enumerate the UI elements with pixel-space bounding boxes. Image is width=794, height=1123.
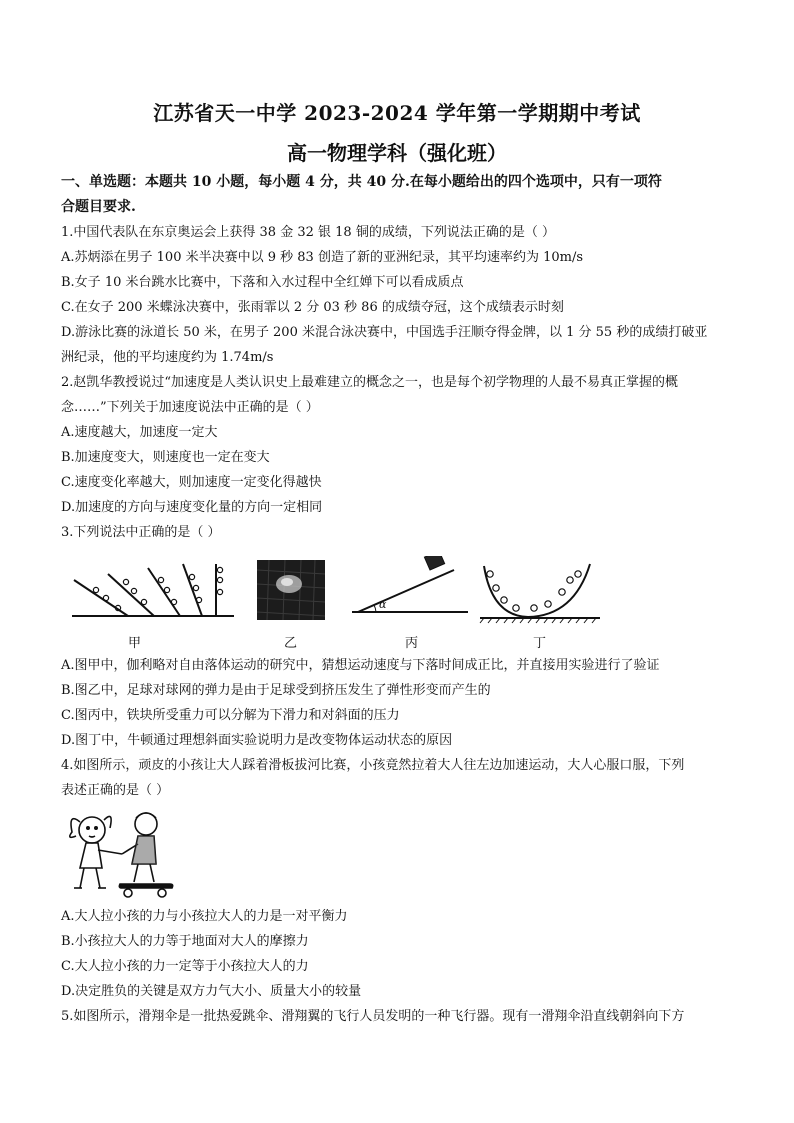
q1-option-d-line1: D.游泳比赛的泳道长 50 米，在男子 200 米混合泳决赛中，中国选手汪顺夺得金牌，以 1 分 55 秒的成绩打破亚 — [61, 325, 708, 340]
q1-stem: 1.中国代表队在东京奥运会上获得 38 金 32 银 18 铜的成绩，下列说法正确的是（ ） — [61, 225, 555, 240]
q2-option-c: C.速度变化率越大，则加速度一定变化得越快 — [61, 475, 322, 490]
q3-stem: 3.下列说法中正确的是（ ） — [61, 525, 221, 540]
figure-ding-caption: 丁 — [533, 636, 547, 651]
q2-stem-line2: 念……”下列关于加速度说法中正确的是（ ） — [61, 400, 319, 415]
q3-option-a: A.图甲中，伽利略对自由落体运动的研究中，猜想运动速度与下落时间成正比，并直接用实验进行了验证 — [61, 658, 660, 673]
q1-option-c: C.在女子 200 米蝶泳决赛中，张雨霏以 2 分 03 秒 86 的成绩夺冠，这个成绩表示时刻 — [61, 300, 564, 315]
figure-tug-of-war-skateboard — [62, 806, 180, 898]
q4-option-b: B.小孩拉大人的力等于地面对大人的摩擦力 — [61, 934, 309, 949]
q2-option-b: B.加速度变大，则速度也一定在变大 — [61, 450, 270, 465]
section-heading-line2: 合题目要求. — [61, 199, 136, 215]
figure-jia-inclined-planes — [68, 560, 238, 622]
angle-alpha-label: α — [379, 598, 387, 611]
q2-option-d: D.加速度的方向与速度变化量的方向一定相同 — [61, 500, 323, 515]
figure-jia-caption: 甲 — [128, 636, 142, 651]
figure-ding-ideal-incline — [478, 558, 602, 624]
q2-option-a: A.速度越大，加速度一定大 — [61, 425, 218, 440]
exam-subtitle: 高一物理学科（强化班） — [287, 141, 507, 165]
q1-option-d-line2: 洲纪录，他的平均速度约为 1.74m/s — [61, 350, 274, 365]
q1-option-b: B.女子 10 米台跳水比赛中，下落和入水过程中全红婵下可以看成质点 — [61, 275, 464, 290]
q4-stem-line1: 4.如图所示，顽皮的小孩让大人踩着滑板拔河比赛，小孩竟然拉着大人往左边加速运动，大人心服口服，下列 — [61, 758, 685, 773]
figure-bing-caption: 丙 — [405, 636, 419, 651]
q5-stem-line1: 5.如图所示，滑翔伞是一批热爱跳伞、滑翔翼的飞行人员发明的一种飞行器。现有一滑翔伞沿直线朝斜向下方 — [61, 1009, 685, 1024]
q4-option-c: C.大人拉小孩的力一定等于小孩拉大人的力 — [61, 959, 309, 974]
q3-option-c: C.图丙中，铁块所受重力可以分解为下滑力和对斜面的压力 — [61, 708, 400, 723]
q4-option-d: D.决定胜负的关键是双方力气大小、质量大小的较量 — [61, 984, 362, 999]
q1-option-a: A.苏炳添在男子 100 米半决赛中以 9 秒 83 创造了新的亚洲纪录，其平均速率约为 10m/s — [61, 250, 583, 265]
q2-stem-line1: 2.赵凯华教授说过“加速度是人类认识史上最难建立的概念之一，也是每个初学物理的人最不易真正掌握的概 — [61, 375, 679, 390]
figure-yi-caption: 乙 — [284, 636, 298, 651]
q3-option-b: B.图乙中，足球对球网的弹力是由于足球受到挤压发生了弹性形变而产生的 — [61, 683, 491, 698]
section-heading-line1: 一、单选题：本题共 10 小题，每小题 4 分，共 40 分.在每小题给出的四个选项中，只有一项符 — [61, 174, 662, 190]
q4-option-a: A.大人拉小孩的力与小孩拉大人的力是一对平衡力 — [61, 909, 348, 924]
figure-yi-football-net — [257, 560, 325, 620]
figure-bing-block-incline — [350, 556, 472, 622]
q4-stem-line2: 表述正确的是（ ） — [61, 783, 170, 798]
q3-option-d: D.图丁中，牛顿通过理想斜面实验说明力是改变物体运动状态的原因 — [61, 733, 453, 748]
exam-title: 江苏省天一中学 2023-2024 学年第一学期期中考试 — [153, 101, 641, 125]
